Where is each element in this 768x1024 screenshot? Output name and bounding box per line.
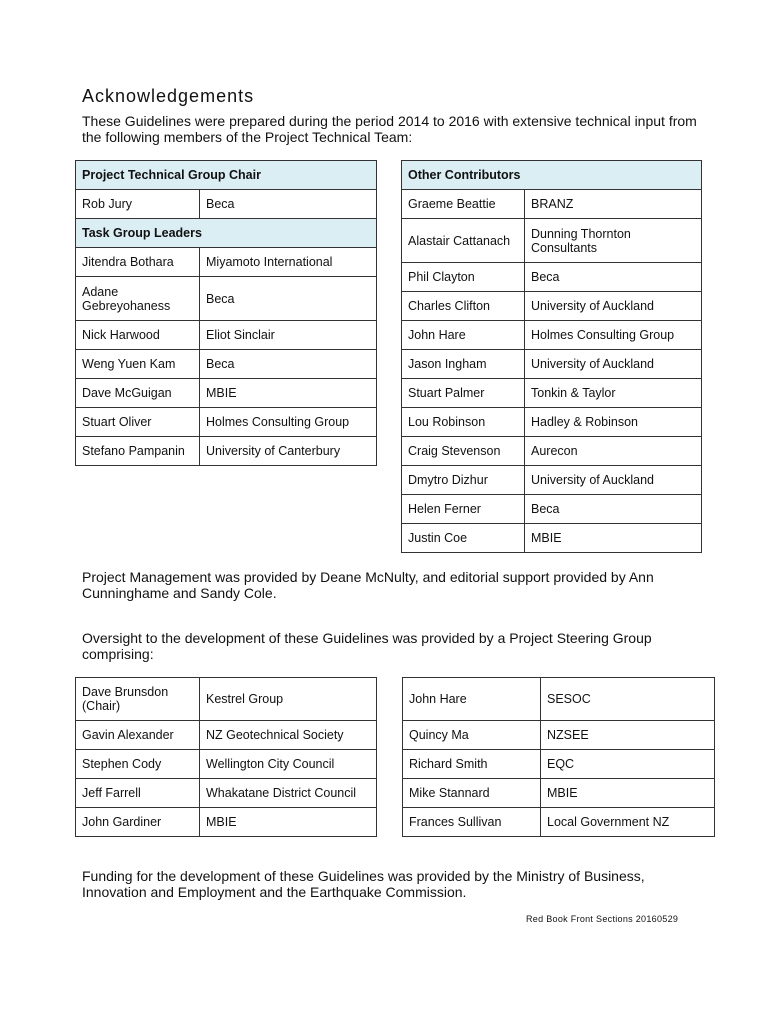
member-name: Dave McGuigan (76, 379, 200, 408)
table-row (402, 379, 702, 408)
steering-table-right (402, 677, 715, 837)
member-name: Lou Robinson (402, 408, 525, 437)
table-row (402, 408, 702, 437)
member-name: John Hare (403, 678, 541, 721)
member-name: Helen Ferner (402, 495, 525, 524)
table-row (76, 350, 377, 379)
member-org: Local Government NZ (541, 808, 715, 837)
member-name: Stuart Palmer (402, 379, 525, 408)
contributors-table (401, 160, 702, 553)
member-name: John Gardiner (76, 808, 200, 837)
table-row (76, 408, 377, 437)
member-name: Mike Stannard (403, 779, 541, 808)
member-name: Rob Jury (76, 190, 200, 219)
member-name: Gavin Alexander (76, 721, 200, 750)
member-org: EQC (541, 750, 715, 779)
table-row (402, 219, 702, 263)
member-org: University of Canterbury (200, 437, 377, 466)
funding-paragraph: Funding for the development of these Guidelines was provided by the Ministry of Business, Innovation and Employment and the Earthquake Commission. (82, 868, 645, 900)
member-name: Phil Clayton (402, 263, 525, 292)
member-org: Beca (200, 190, 377, 219)
member-org: Beca (200, 350, 377, 379)
table-row (76, 248, 377, 277)
document-footer: Red Book Front Sections 20160529 (526, 914, 679, 924)
table-row (403, 779, 715, 808)
member-name: Adane Gebreyohaness (76, 277, 200, 321)
oversight-paragraph: Oversight to the development of these Guidelines was provided by a Project Steering Group comprising: (82, 630, 652, 662)
member-name: Quincy Ma (403, 721, 541, 750)
member-name: Nick Harwood (76, 321, 200, 350)
member-name: Graeme Beattie (402, 190, 525, 219)
member-name: Jeff Farrell (76, 779, 200, 808)
table-row (76, 678, 377, 721)
member-org: MBIE (525, 524, 702, 553)
table-row (402, 524, 702, 553)
table-row (403, 750, 715, 779)
member-org: NZ Geotechnical Society (200, 721, 377, 750)
member-org: MBIE (541, 779, 715, 808)
member-name: Alastair Cattanach (402, 219, 525, 263)
table-row (402, 466, 702, 495)
table-row (402, 495, 702, 524)
member-org: Wellington City Council (200, 750, 377, 779)
contributors-header: Other Contributors (402, 161, 702, 190)
member-org: NZSEE (541, 721, 715, 750)
member-name: Charles Clifton (402, 292, 525, 321)
member-name: Dmytro Dizhur (402, 466, 525, 495)
table-row (76, 721, 377, 750)
member-org: SESOC (541, 678, 715, 721)
member-name: Jason Ingham (402, 350, 525, 379)
member-org: Beca (525, 495, 702, 524)
member-name: Stuart Oliver (76, 408, 200, 437)
member-name: Stephen Cody (76, 750, 200, 779)
table-row (76, 779, 377, 808)
member-name: Stefano Pampanin (76, 437, 200, 466)
table-row (76, 190, 377, 219)
member-org: Beca (525, 263, 702, 292)
member-org: BRANZ (525, 190, 702, 219)
ptg-leaders-header: Task Group Leaders (76, 219, 377, 248)
member-name: Frances Sullivan (403, 808, 541, 837)
member-org: Eliot Sinclair (200, 321, 377, 350)
member-org: MBIE (200, 379, 377, 408)
table-row (403, 808, 715, 837)
table-row (402, 190, 702, 219)
table-row (76, 277, 377, 321)
member-name: Dave Brunsdon (Chair) (76, 678, 200, 721)
member-org: MBIE (200, 808, 377, 837)
member-name: Jitendra Bothara (76, 248, 200, 277)
table-row (76, 750, 377, 779)
table-row (402, 437, 702, 466)
member-org: Aurecon (525, 437, 702, 466)
table-row (76, 379, 377, 408)
management-paragraph: Project Management was provided by Deane McNulty, and editorial support provided by Ann Cunninghame and Sandy Cole. (82, 569, 654, 601)
member-org: Beca (200, 277, 377, 321)
member-org: Kestrel Group (200, 678, 377, 721)
table-row (76, 808, 377, 837)
table-row (402, 263, 702, 292)
member-org: Holmes Consulting Group (200, 408, 377, 437)
member-org: University of Auckland (525, 292, 702, 321)
steering-table-left (75, 677, 377, 837)
intro-paragraph: These Guidelines were prepared during the period 2014 to 2016 with extensive technical input from the following members of the Project Technical Team: (82, 113, 697, 145)
member-org: Dunning Thornton Consultants (525, 219, 702, 263)
member-org: Whakatane District Council (200, 779, 377, 808)
ptg-chair-header: Project Technical Group Chair (76, 161, 377, 190)
table-row (76, 437, 377, 466)
member-name: Weng Yuen Kam (76, 350, 200, 379)
table-row (402, 292, 702, 321)
member-org: Holmes Consulting Group (525, 321, 702, 350)
table-row (402, 321, 702, 350)
member-org: University of Auckland (525, 350, 702, 379)
member-org: Miyamoto International (200, 248, 377, 277)
table-row (403, 721, 715, 750)
table-row (403, 678, 715, 721)
table-row (76, 321, 377, 350)
member-org: Tonkin & Taylor (525, 379, 702, 408)
member-org: University of Auckland (525, 466, 702, 495)
member-name: John Hare (402, 321, 525, 350)
table-row (402, 350, 702, 379)
member-name: Justin Coe (402, 524, 525, 553)
member-name: Richard Smith (403, 750, 541, 779)
ptg-table (75, 160, 377, 466)
member-org: Hadley & Robinson (525, 408, 702, 437)
page-heading: Acknowledgements (82, 86, 255, 106)
member-name: Craig Stevenson (402, 437, 525, 466)
